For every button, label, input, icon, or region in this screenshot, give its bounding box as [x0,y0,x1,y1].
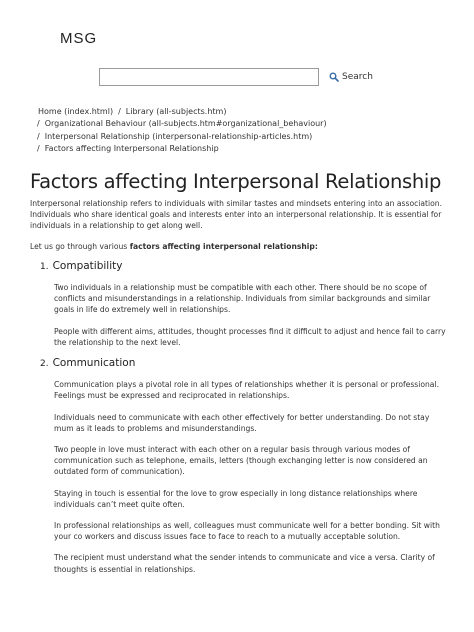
lead-text: Let us go through various [30,241,130,251]
paragraph: In professional relationships as well, colleagues must communicate well for a better bonding. Sit with your co workers and discuss issues face to face to reach to a mutually acceptable solution. [54,521,440,542]
breadcrumb-separator: / [118,107,121,116]
breadcrumb [32,106,327,155]
section-number: 2. [40,359,49,370]
breadcrumb-separator: / [37,119,40,129]
breadcrumb-label: Library (all-subjects.htm) [125,107,227,116]
breadcrumb-label: Organizational Behaviour (all-subjects.htm#organizational_behaviour) [44,119,327,129]
breadcrumb-separator: / [37,143,40,153]
section-heading-communication [40,358,450,370]
search-button-label: Search [342,72,373,82]
breadcrumb-separator: / [37,131,40,141]
section-number: 1. [40,261,49,272]
section-body-communication [30,379,450,575]
section-title: Communication [52,357,136,370]
paragraph: Staying in touch is essential for the love to grow especially in long distance relationships where individuals can’t meet quite often. [54,488,418,509]
article-body [30,198,450,585]
breadcrumb-item-home[interactable] [32,106,327,118]
section-heading-compatibility [40,261,450,273]
search-bar [99,68,373,86]
section-title: Compatibility [52,259,123,272]
section-body-compatibility [30,282,450,348]
breadcrumb-label: Interpersonal Relationship (interpersonal-relationship-articles.htm) [44,131,313,141]
breadcrumb-label: Factors affecting Interpersonal Relationship [44,143,219,153]
page-title: Factors affecting Interpersonal Relationship [30,170,442,193]
search-icon [329,72,339,82]
paragraph: Individuals need to communicate with each other effectively for better understanding. Do not stay mum as it leads to problems and misunderstandings. [54,412,430,433]
site-logo[interactable]: MSG [60,30,98,47]
paragraph: Communication plays a pivotal role in all types of relationships whether it is personal or professional. Feelings must be expressed and reciprocated in relationships. [54,380,439,401]
lead-paragraph [30,241,450,252]
breadcrumb-label: Home (index.html) [38,107,114,116]
breadcrumb-item-current [32,143,327,155]
paragraph: Two people in love must interact with each other on a regular basis through various modes of communication such as telephone, emails, letters (though exchanging letter is now considered an outdated form of communication). [54,445,428,477]
breadcrumb-item-interpersonal-relationship[interactable] [32,131,327,143]
paragraph: The recipient must understand what the sender intends to communicate and vice a versa. Clarity of thoughts is essential in relationships. [54,553,435,574]
paragraph: Two individuals in a relationship must be compatible with each other. There should be no scope of conflicts and misunderstandings in a relationship. Individuals from similar backgrounds and similar goals in life do extremely well in relationships. [54,283,431,315]
breadcrumb-item-organizational-behaviour[interactable] [32,118,327,130]
paragraph: People with different aims, attitudes, thought processes find it difficult to adjust and hence fail to carry the relationship to the next level. [54,326,446,347]
search-button[interactable] [329,72,373,82]
lead-bold-text: factors affecting interpersonal relationship: [129,241,318,251]
search-input[interactable] [99,68,319,86]
intro-paragraph: Interpersonal relationship refers to individuals with similar tastes and mindsets entering into an association. Individuals who share identical goals and interests enter into an interpersonal relationship. It is essential for individuals in a relationship to get along well. [30,199,442,231]
